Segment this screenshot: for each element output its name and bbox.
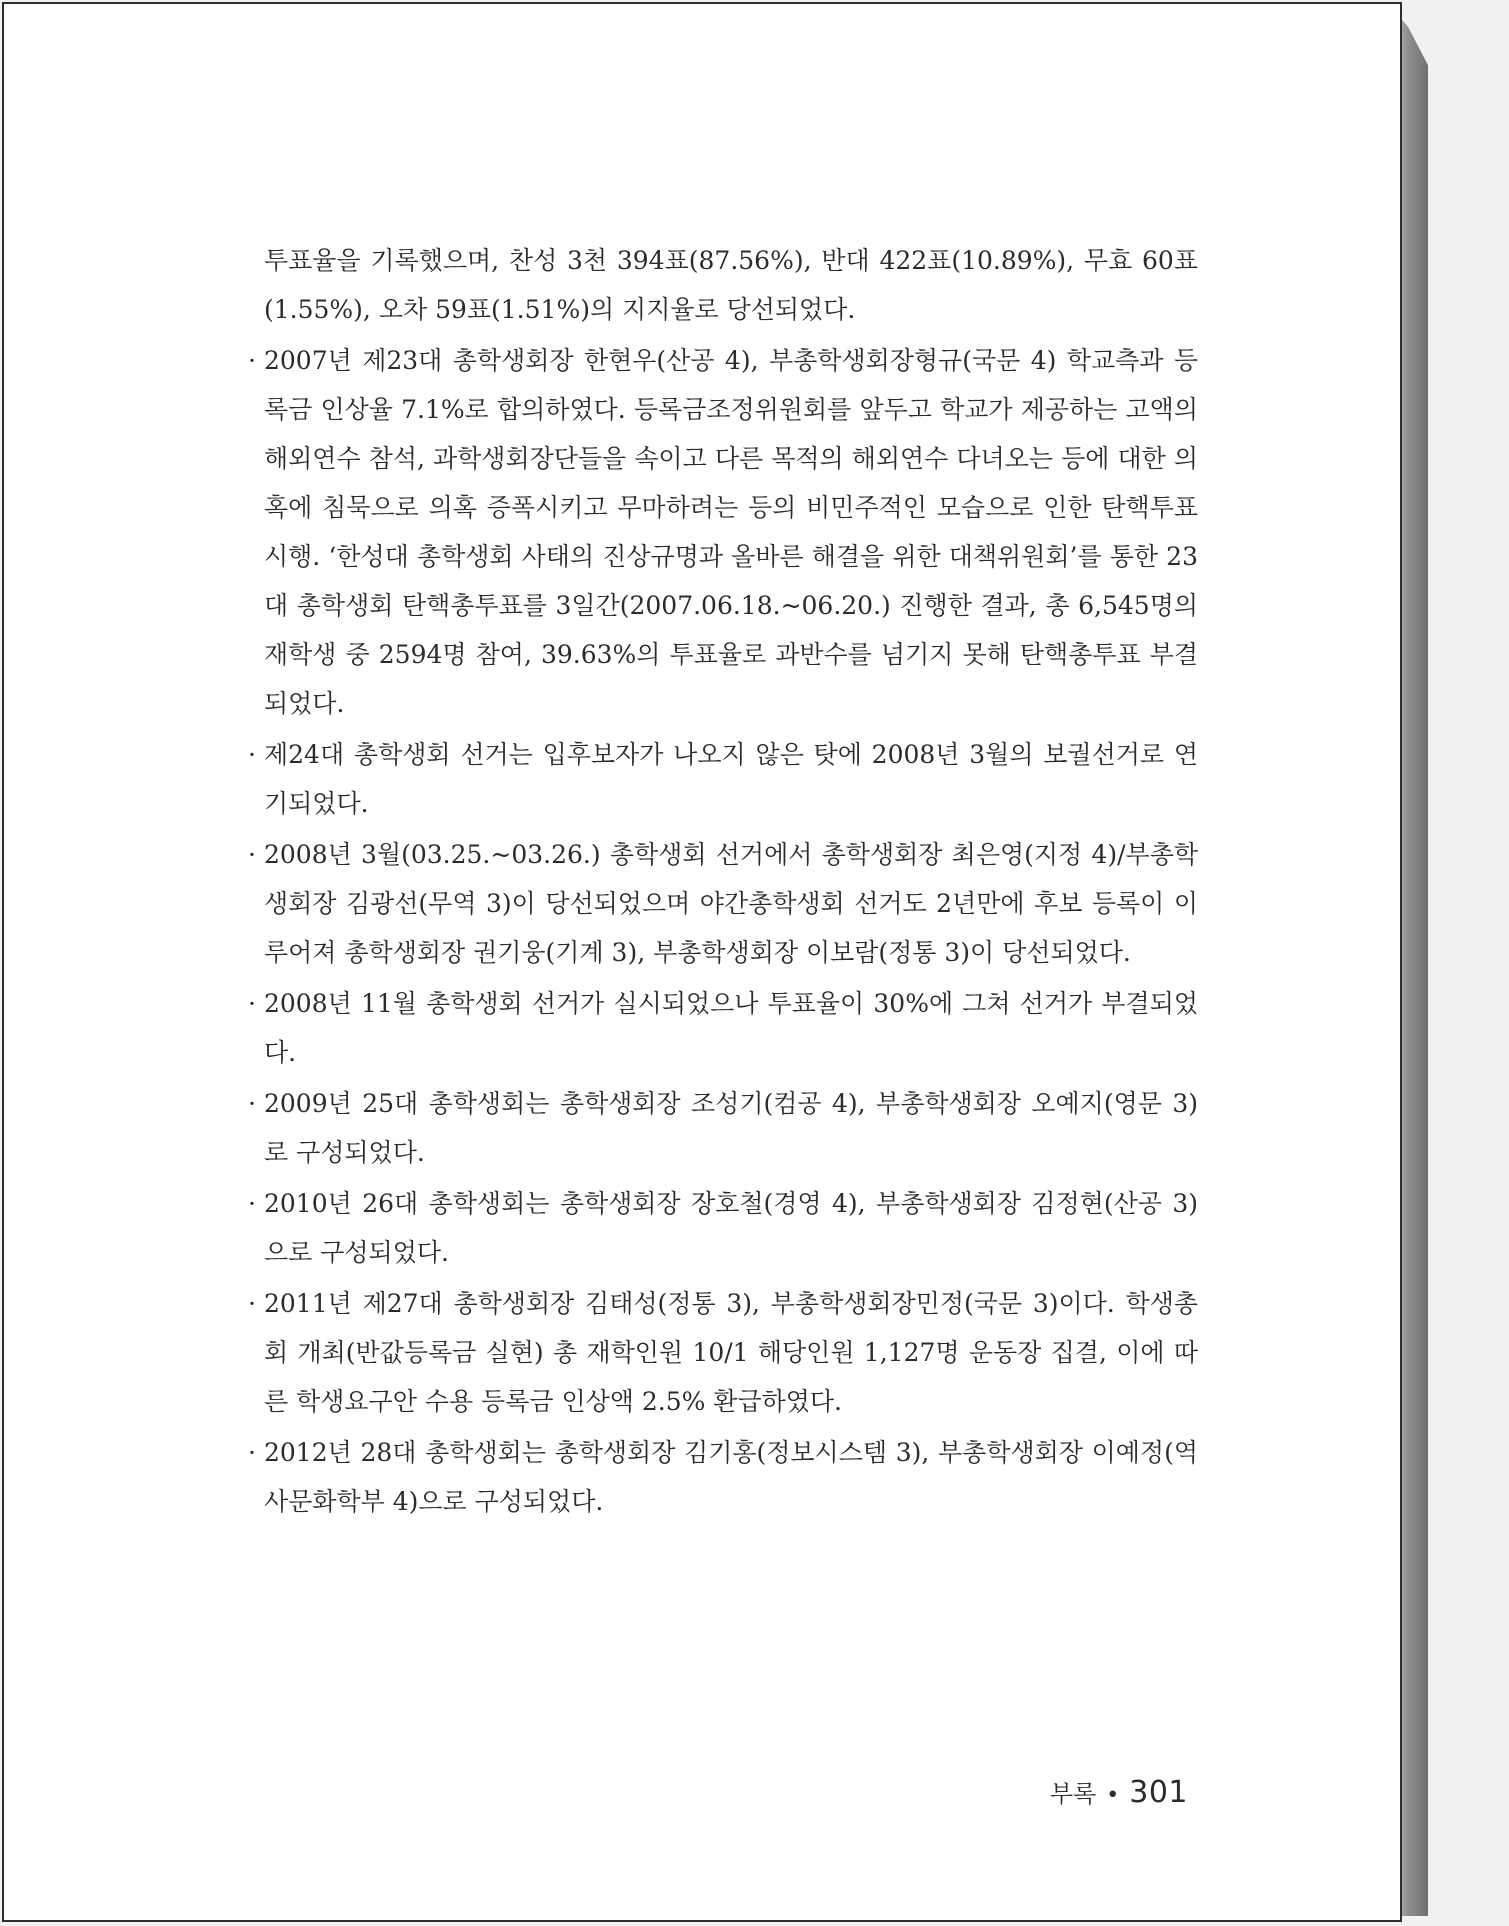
section-label: 부록: [1049, 1780, 1097, 1808]
page-body: [248, 236, 1198, 1528]
intro-paragraph: 투표율을 기록했으며, 찬성 3천 394표(87.56%), 반대 422표(10.89%), 무효 60표(1.55%), 오차 59표(1.51%)의 지지율로 당선되었다.: [264, 246, 1198, 324]
list-item: [248, 830, 1198, 977]
bullet-dot: ·: [248, 346, 256, 375]
list-item: [248, 1279, 1198, 1426]
list-item-text: 2008년 3월(03.25.~03.26.) 총학생회 선거에서 총학생회장 최은영(지정 4)/부총학생회장 김광선(무역 3)이 당선되었으며 야간총학생회 선거도 2년만에 후보 등록이 이루어져 총학생회장 권기웅(기계 3), 부총학생회장 이보람(정통 3)이 당선되었다.: [264, 840, 1198, 967]
bullet-dot: ·: [248, 1089, 256, 1118]
bullet-dot: ·: [248, 1189, 256, 1218]
list-item-text: 2011년 제27대 총학생회장 김태성(정통 3), 부총학생회장민정(국문 3)이다. 학생총회 개최(반값등록금 실현) 총 재학인원 10/1 해당인원 1,127명 운동장 집결, 이에 따른 학생요구안 수용 등록금 인상액 2.5% 환급하였다.: [264, 1289, 1198, 1416]
list-item: [248, 1179, 1198, 1277]
list-item: [248, 730, 1198, 828]
list-item-text: 제24대 총학생회 선거는 입후보자가 나오지 않은 탓에 2008년 3월의 보궐선거로 연기되었다.: [264, 740, 1198, 818]
document-page: [2, 2, 1402, 1922]
page-footer: [1050, 1774, 1188, 1810]
list-item-text: 2009년 25대 총학생회는 총학생회장 조성기(컴공 4), 부총학생회장 오예지(영문 3)로 구성되었다.: [264, 1089, 1198, 1167]
list-item: [248, 1079, 1198, 1177]
list-item: [248, 979, 1198, 1077]
list-item-text: 2012년 28대 총학생회는 총학생회장 김기홍(정보시스템 3), 부총학생회장 이예정(역사문화학부 4)으로 구성되었다.: [264, 1438, 1198, 1516]
list-item-text: 2008년 11월 총학생회 선거가 실시되었으나 투표율이 30%에 그쳐 선거가 부결되었다.: [264, 989, 1198, 1067]
footer-separator: •: [1106, 1783, 1120, 1808]
list-item: [248, 1428, 1198, 1526]
list-item: [248, 336, 1198, 728]
page-number: 301: [1129, 1775, 1188, 1810]
list-item-text: 2007년 제23대 총학생회장 한현우(산공 4), 부총학생회장형규(국문 4) 학교측과 등록금 인상율 7.1%로 합의하였다. 등록금조정위원회를 앞두고 학교가 제공하는 고액의 해외연수 참석, 과학생회장단들을 속이고 다른 목적의 해외연수 다녀오는 등에 대한 의혹에 침묵으로 의혹 증폭시키고 무마하려는 등의 비민주적인 모습으로 인한 탄핵투표 시행. ‘한성대 총학생회 사태의 진상규명과 올바른 해결을 위한 대책위원회’를 통한 23대 총학생회 탄핵총투표를 3일간(2007.06.18.~06.20.) 진행한 결과, 총 6,545명의 재학생 중 2594명 참여, 39.63%의 투표율로 과반수를 넘기지 못해 탄핵총투표 부결되었다.: [264, 346, 1198, 718]
bullet-dot: ·: [248, 740, 256, 769]
bullet-dot: ·: [248, 1289, 256, 1318]
bullet-dot: ·: [248, 989, 256, 1018]
bullet-dot: ·: [248, 1438, 256, 1467]
list-item-text: 2010년 26대 총학생회는 총학생회장 장호철(경영 4), 부총학생회장 김정현(산공 3)으로 구성되었다.: [264, 1189, 1198, 1267]
bullet-dot: ·: [248, 840, 256, 869]
